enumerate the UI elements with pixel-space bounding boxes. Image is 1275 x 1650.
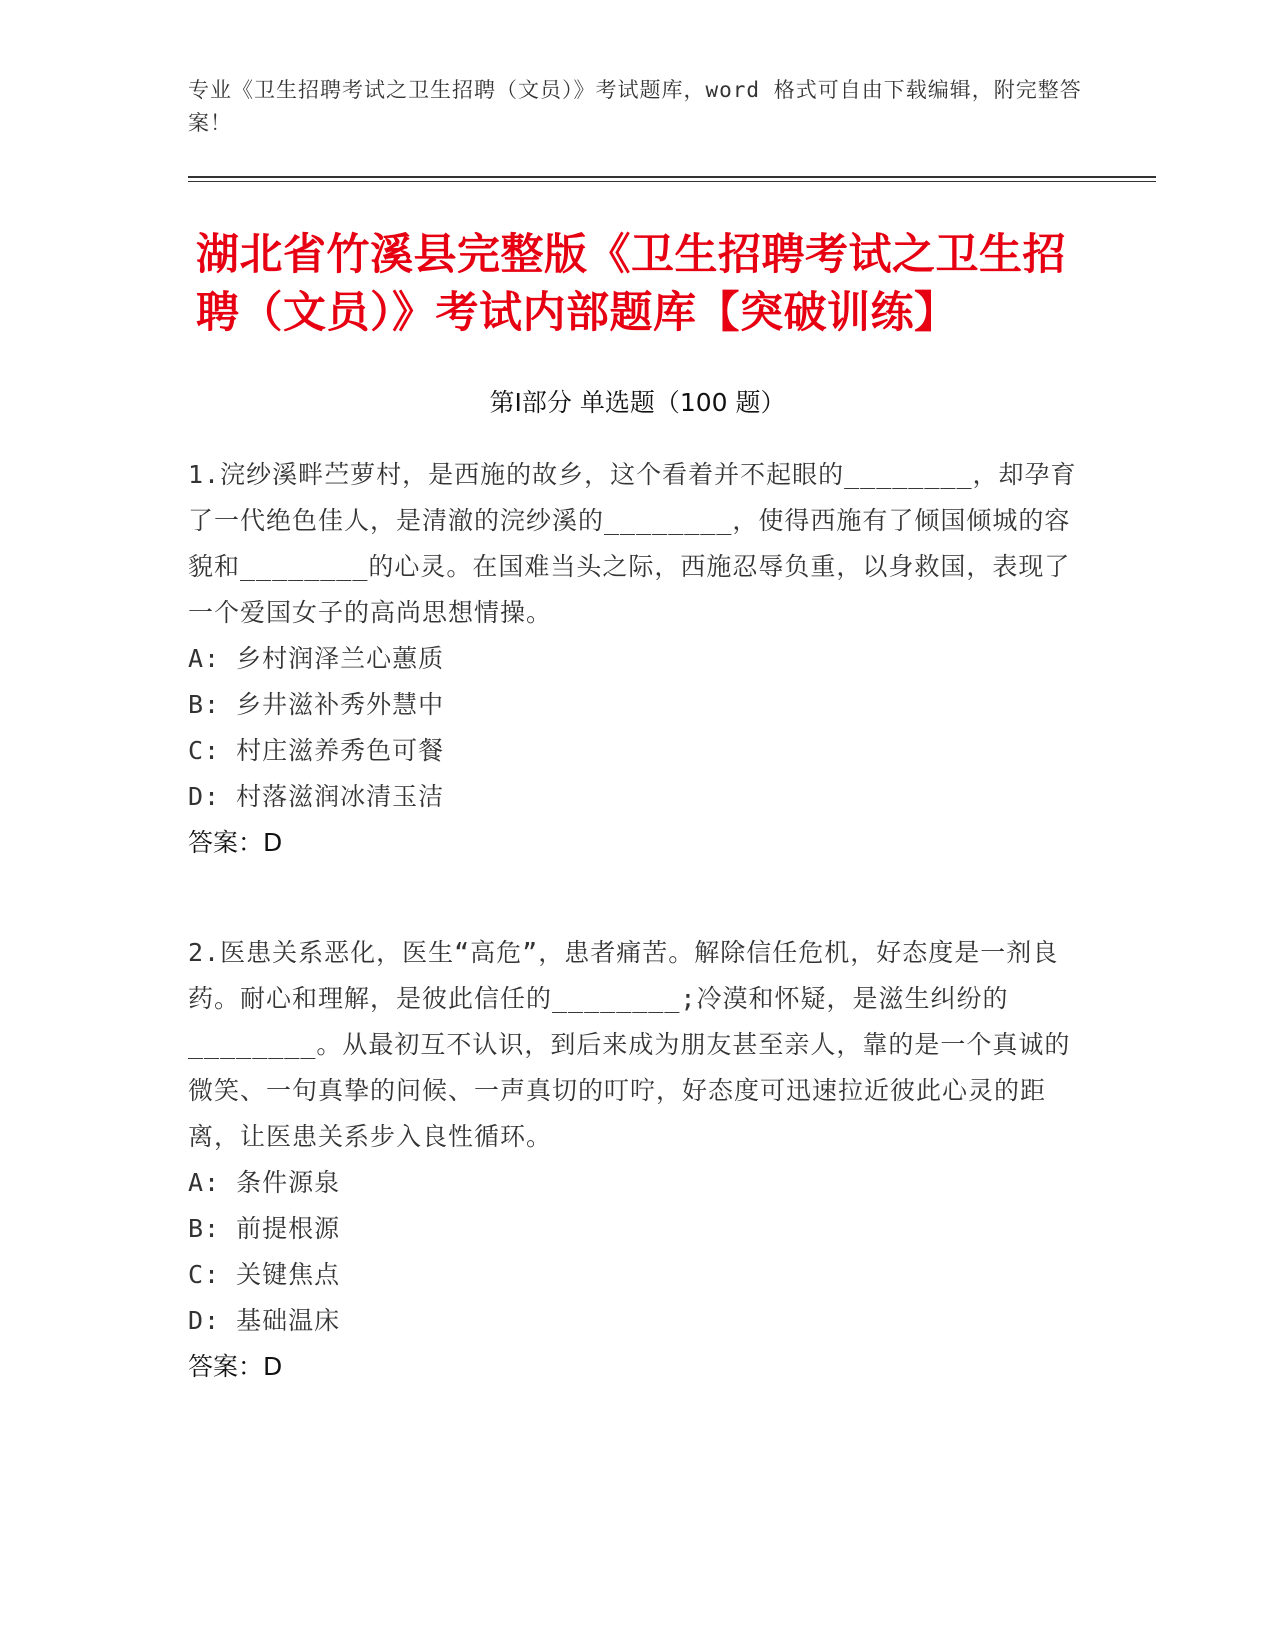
section-title: 第Ⅰ部分 单选题（100 题） (489, 388, 786, 417)
option-d: D: 基础温床 (188, 1306, 341, 1335)
header-divider-thick (188, 176, 1156, 178)
option-b: B: 前提根源 (188, 1214, 341, 1243)
option-a: A: 乡村润泽兰心蕙质 (188, 644, 445, 673)
question-stem: 1.浣纱溪畔苎萝村，是西施的故乡，这个看着并不起眼的________，却孕育了一代绝色佳人，是清澈的浣纱溪的________，使得西施有了倾国倾城的容貌和________的心灵。在国难当头之际，西施忍辱负重，以身救国，表现了一个爱国女子的高尚思想情操。 (188, 460, 1077, 627)
header-note: 专业《卫生招聘考试之卫生招聘（文员）》考试题库，word 格式可自由下载编辑，附完整答案！ (188, 78, 1082, 135)
header-divider-thin (188, 181, 1156, 182)
question-stem: 2.医患关系恶化，医生“高危”，患者痛苦。解除信任危机，好态度是一剂良药。耐心和理解，是彼此信任的________;冷漠和怀疑，是滋生纠纷的________。从最初互不认识，到后来成为朋友甚至亲人，靠的是一个真诚的微笑、一句真挚的问候、一声真切的叮咛，好态度可迅速拉近彼此心灵的距离，让医患关系步入良性循环。 (188, 938, 1071, 1151)
option-a: A: 条件源泉 (188, 1168, 341, 1197)
question-2 (188, 930, 1088, 1390)
option-d: D: 村落滋润冰清玉洁 (188, 782, 445, 811)
question-1 (188, 452, 1088, 866)
option-c: C: 村庄滋养秀色可餐 (188, 736, 445, 765)
option-c: C: 关键焦点 (188, 1260, 341, 1289)
option-b: B: 乡井滋补秀外慧中 (188, 690, 445, 719)
answer: 答案：D (188, 828, 283, 857)
document-title: 湖北省竹溪县完整版《卫生招聘考试之卫生招聘（文员）》考试内部题库【突破训练】 (196, 230, 1066, 338)
answer: 答案：D (188, 1352, 283, 1381)
